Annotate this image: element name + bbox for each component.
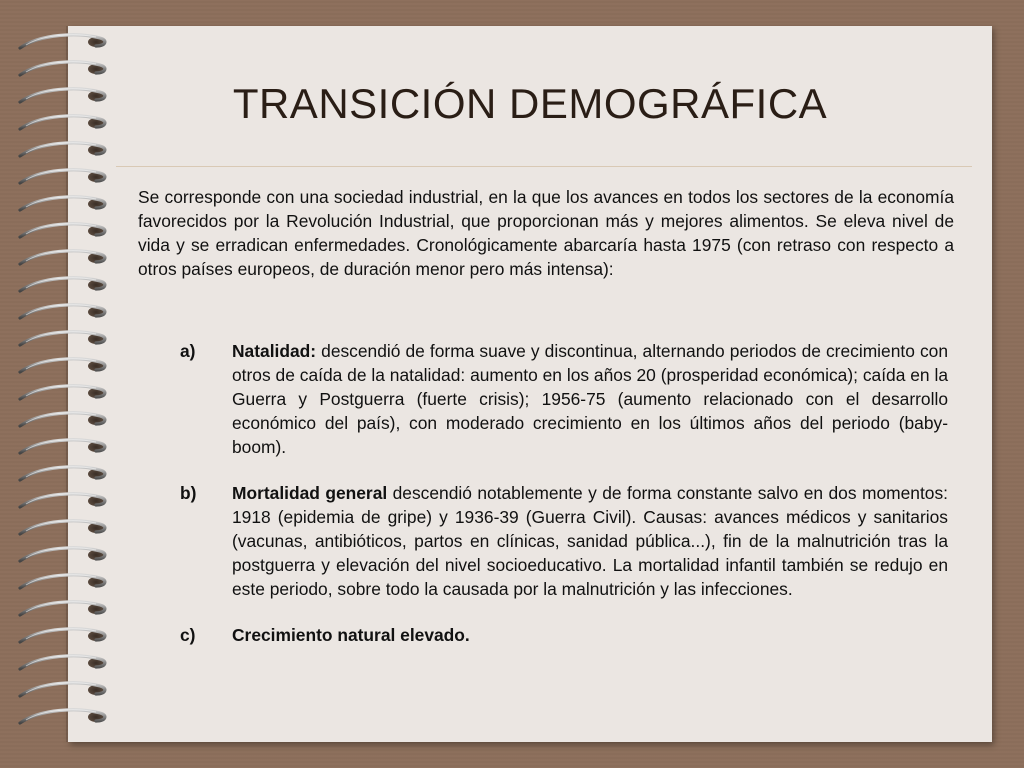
list-item-text <box>232 481 948 601</box>
list-marker: a) <box>180 341 196 361</box>
slide-title: TRANSICIÓN DEMOGRÁFICA <box>232 80 828 127</box>
title-divider <box>116 166 972 167</box>
list-marker: b) <box>180 483 197 503</box>
list-item-lead: Natalidad: <box>232 341 317 361</box>
list-item-a <box>180 339 948 459</box>
list <box>180 339 948 669</box>
list-marker: c) <box>180 625 196 645</box>
intro-paragraph: Se corresponde con una sociedad industrial, en la que los avances en todos los sectores de la economía favorecidos por la Revolución Industrial, que proporcionan más y mejores alimentos. Se eleva nivel de vida y se erradican enfermedades. Cronológicamente abarcaría hasta 1975 (con retraso con respecto a otros países europeos, de duración menor pero más intensa): <box>138 187 954 279</box>
list-item-lead: Crecimiento natural elevado. <box>232 625 470 645</box>
list-item-c <box>180 623 948 647</box>
list-item-text <box>232 623 948 647</box>
list-item-text <box>232 339 948 459</box>
list-item-lead: Mortalidad general <box>232 483 388 503</box>
list-item-body: descendió de forma suave y discontinua, alternando periodos de crecimiento con otros de caída de la natalidad: aumento en los años 20 (prosperidad económica); caída en la Guerra y Postguerra (fuerte crisis); 1956-75 (aumento relacionado con el desarrollo económico del país), con moderado crecimiento en los últimos años del periodo (baby-boom). <box>232 341 948 457</box>
list-item-b <box>180 481 948 601</box>
list-item-body: descendió notablemente y de forma constante salvo en dos momentos: 1918 (epidemia de gripe) y 1936-39 (Guerra Civil). Causas: avances médicos y sanitarios (vacunas, antibióticos, partos en clínicas, sanidad pública...), fin de la malnutrición tras la postguerra y elevación del nivel socioeducativo. La mortalidad infantil también se redujo en este periodo, sobre todo la causada por la malnutrición y las infecciones. <box>232 483 948 599</box>
